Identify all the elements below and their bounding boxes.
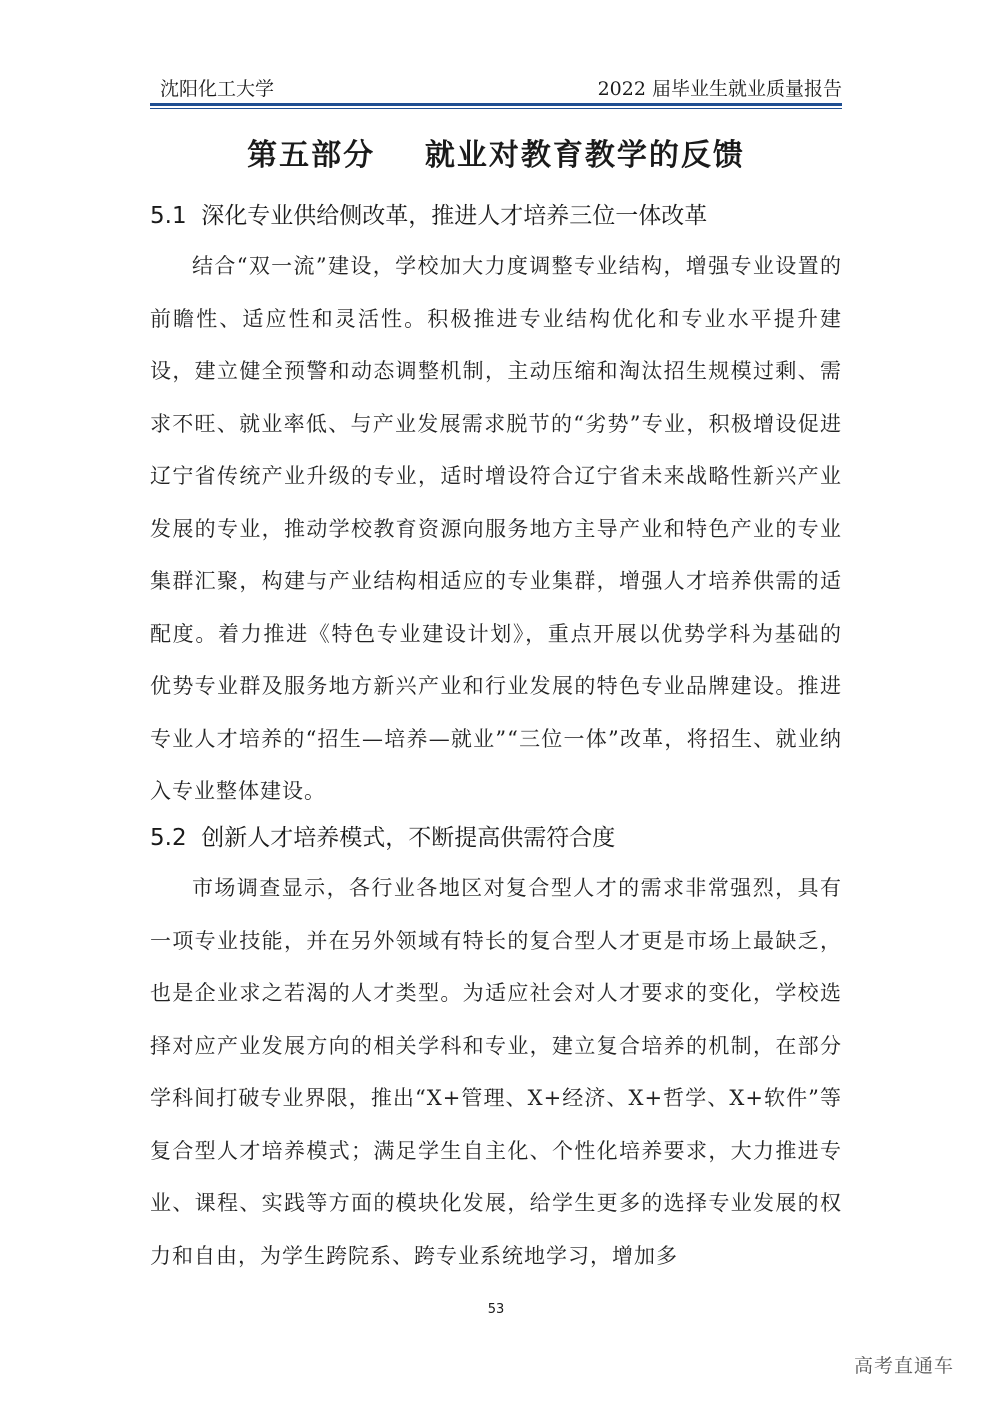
watermark-text: 高考直通车: [854, 1355, 955, 1377]
section-heading-5-1: 5.1 深化专业供给侧改革，推进人才培养三位一体改革: [150, 203, 708, 229]
header-report-title: 2022 届毕业生就业质量报告: [597, 78, 842, 100]
page-number: 53: [487, 1302, 505, 1317]
header-divider-thin: [150, 108, 842, 109]
section-paragraph-5-1: 结合“双一流”建设，学校加大力度调整专业结构，增强专业设置的前瞻性、适应性和灵活性。积极推进专业结构优化和专业水平提升建设，建立健全预警和动态调整机制，主动压缩和淘汰招生规模过剩、需求不旺、就业率低、与产业发展需求脱节的“劣势”专业，积极增设促进辽宁省传统产业升级的专业，适时增设符合辽宁省未来战略性新兴产业发展的专业，推动学校教育资源向服务地方主导产业和特色产业的专业集群汇聚，构建与产业结构相适应的专业集群，增强人才培养供需的适配度。着力推进《特色专业建设计划》，重点开展以优势学科为基础的优势专业群及服务地方新兴产业和行业发展的特色专业品牌建设。推进专业人才培养的“招生—培养—就业”“三位一体”改革，将招生、就业纳入专业整体建设。: [150, 254, 842, 803]
header-university-name: 沈阳化工大学: [160, 78, 275, 100]
header-divider: [150, 103, 842, 106]
section-paragraph-5-2: 市场调查显示，各行业各地区对复合型人才的需求非常强烈，具有一项专业技能，并在另外领域有特长的复合型人才更是市场上最缺乏，也是企业求之若渴的人才类型。为适应社会对人才要求的变化，学校选择对应产业发展方向的相关学科和专业，建立复合培养的机制，在部分学科间打破专业界限，推出“X+管理、X+经济、X+哲学、X+软件”等复合型人才培养模式；满足学生自主化、个性化培养要求，大力推进专业、课程、实践等方面的模块化发展，给学生更多的选择专业发展的权力和自由，为学生跨院系、跨专业系统地学习，增加多: [150, 876, 842, 1268]
section-heading-5-2: 5.2 创新人才培养模式，不断提高供需符合度: [150, 825, 616, 851]
page-title: 第五部分 就业对教育教学的反馈: [247, 138, 745, 173]
